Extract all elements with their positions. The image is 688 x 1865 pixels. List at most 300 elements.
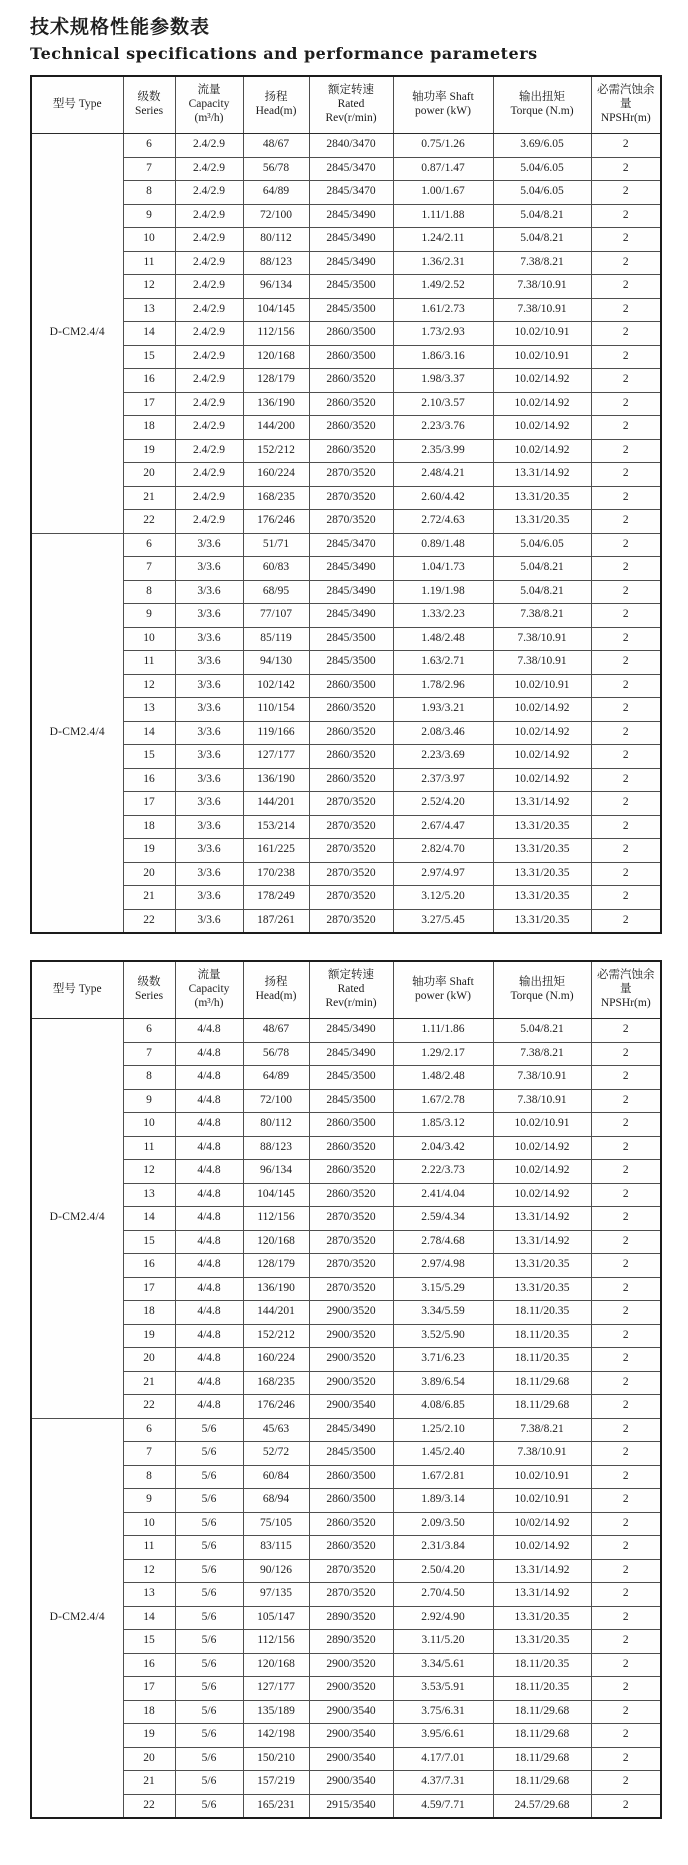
rev-cell: 2860/3520 xyxy=(309,416,393,440)
rev-cell: 2860/3500 xyxy=(309,1113,393,1137)
table-row xyxy=(31,298,661,322)
npshr-cell: 2 xyxy=(591,204,661,228)
torque-cell: 13.31/20.35 xyxy=(493,815,591,839)
npshr-cell: 2 xyxy=(591,298,661,322)
torque-cell: 18.11/29.68 xyxy=(493,1747,591,1771)
head-cell: 96/134 xyxy=(243,275,309,299)
head-cell: 90/126 xyxy=(243,1559,309,1583)
npshr-cell: 2 xyxy=(591,1254,661,1278)
torque-cell: 13.31/14.92 xyxy=(493,463,591,487)
power-cell: 2.72/4.63 xyxy=(393,510,493,534)
rev-cell: 2890/3520 xyxy=(309,1630,393,1654)
capacity-cell: 4/4.8 xyxy=(175,1324,243,1348)
capacity-cell: 4/4.8 xyxy=(175,1207,243,1231)
capacity-cell: 5/6 xyxy=(175,1442,243,1466)
series-cell: 20 xyxy=(123,463,175,487)
capacity-cell: 5/6 xyxy=(175,1794,243,1818)
capacity-cell: 4/4.8 xyxy=(175,1042,243,1066)
head-cell: 72/100 xyxy=(243,1089,309,1113)
series-cell: 16 xyxy=(123,1254,175,1278)
power-cell: 3.27/5.45 xyxy=(393,909,493,933)
table-row xyxy=(31,157,661,181)
torque-cell: 13.31/14.92 xyxy=(493,1583,591,1607)
npshr-cell: 2 xyxy=(591,1066,661,1090)
capacity-cell: 3/3.6 xyxy=(175,580,243,604)
head-cell: 112/156 xyxy=(243,1207,309,1231)
head-cell: 168/235 xyxy=(243,1371,309,1395)
npshr-cell: 2 xyxy=(591,1700,661,1724)
column-header-power: 轴功率 Shaft power (kW) xyxy=(393,961,493,1019)
rev-cell: 2900/3520 xyxy=(309,1324,393,1348)
npshr-cell: 2 xyxy=(591,392,661,416)
rev-cell: 2845/3500 xyxy=(309,627,393,651)
series-cell: 8 xyxy=(123,181,175,205)
series-cell: 6 xyxy=(123,1418,175,1442)
rev-cell: 2860/3520 xyxy=(309,1536,393,1560)
series-cell: 10 xyxy=(123,1512,175,1536)
series-cell: 15 xyxy=(123,1630,175,1654)
head-cell: 72/100 xyxy=(243,204,309,228)
npshr-cell: 2 xyxy=(591,345,661,369)
rev-cell: 2870/3520 xyxy=(309,510,393,534)
series-cell: 7 xyxy=(123,1042,175,1066)
table-row xyxy=(31,1489,661,1513)
capacity-cell: 2.4/2.9 xyxy=(175,204,243,228)
table-row xyxy=(31,1371,661,1395)
table-row xyxy=(31,1583,661,1607)
series-cell: 11 xyxy=(123,1536,175,1560)
torque-cell: 10.02/10.91 xyxy=(493,345,591,369)
power-cell: 3.52/5.90 xyxy=(393,1324,493,1348)
npshr-cell: 2 xyxy=(591,1536,661,1560)
capacity-cell: 3/3.6 xyxy=(175,792,243,816)
table-row xyxy=(31,1653,661,1677)
series-cell: 19 xyxy=(123,1724,175,1748)
power-cell: 1.19/1.98 xyxy=(393,580,493,604)
series-cell: 9 xyxy=(123,1489,175,1513)
torque-cell: 7.38/10.91 xyxy=(493,275,591,299)
series-cell: 22 xyxy=(123,510,175,534)
power-cell: 2.23/3.76 xyxy=(393,416,493,440)
capacity-cell: 2.4/2.9 xyxy=(175,251,243,275)
column-header-npshr: 必需汽蚀余 量 NPSHr(m) xyxy=(591,961,661,1019)
power-cell: 2.10/3.57 xyxy=(393,392,493,416)
torque-cell: 13.31/20.35 xyxy=(493,510,591,534)
capacity-cell: 3/3.6 xyxy=(175,768,243,792)
capacity-cell: 2.4/2.9 xyxy=(175,157,243,181)
rev-cell: 2900/3540 xyxy=(309,1771,393,1795)
head-cell: 176/246 xyxy=(243,510,309,534)
table-row xyxy=(31,698,661,722)
capacity-cell: 4/4.8 xyxy=(175,1371,243,1395)
table-row xyxy=(31,792,661,816)
torque-cell: 7.38/10.91 xyxy=(493,1442,591,1466)
npshr-cell: 2 xyxy=(591,1653,661,1677)
series-cell: 6 xyxy=(123,1019,175,1043)
rev-cell: 2845/3490 xyxy=(309,1019,393,1043)
rev-cell: 2845/3470 xyxy=(309,533,393,557)
head-cell: 110/154 xyxy=(243,698,309,722)
table-row xyxy=(31,463,661,487)
rev-cell: 2845/3470 xyxy=(309,181,393,205)
series-cell: 11 xyxy=(123,651,175,675)
capacity-cell: 4/4.8 xyxy=(175,1183,243,1207)
series-cell: 7 xyxy=(123,557,175,581)
capacity-cell: 5/6 xyxy=(175,1700,243,1724)
capacity-cell: 3/3.6 xyxy=(175,651,243,675)
table-row xyxy=(31,1042,661,1066)
series-cell: 18 xyxy=(123,815,175,839)
head-cell: 119/166 xyxy=(243,721,309,745)
rev-cell: 2870/3520 xyxy=(309,1559,393,1583)
head-cell: 144/201 xyxy=(243,1301,309,1325)
npshr-cell: 2 xyxy=(591,1489,661,1513)
npshr-cell: 2 xyxy=(591,463,661,487)
capacity-cell: 2.4/2.9 xyxy=(175,181,243,205)
series-cell: 9 xyxy=(123,604,175,628)
torque-cell: 13.31/20.35 xyxy=(493,1606,591,1630)
table-row xyxy=(31,839,661,863)
series-cell: 7 xyxy=(123,157,175,181)
npshr-cell: 2 xyxy=(591,580,661,604)
capacity-cell: 5/6 xyxy=(175,1418,243,1442)
torque-cell: 5.04/6.05 xyxy=(493,181,591,205)
table-row xyxy=(31,1794,661,1818)
head-cell: 152/212 xyxy=(243,1324,309,1348)
npshr-cell: 2 xyxy=(591,1160,661,1184)
table-row xyxy=(31,1418,661,1442)
npshr-cell: 2 xyxy=(591,1230,661,1254)
power-cell: 1.24/2.11 xyxy=(393,228,493,252)
table-row xyxy=(31,204,661,228)
npshr-cell: 2 xyxy=(591,792,661,816)
column-header-npshr: 必需汽蚀余 量 NPSHr(m) xyxy=(591,76,661,134)
head-cell: 153/214 xyxy=(243,815,309,839)
series-cell: 10 xyxy=(123,228,175,252)
torque-cell: 13.31/20.35 xyxy=(493,1630,591,1654)
head-cell: 170/238 xyxy=(243,862,309,886)
column-header-capacity: 流量 Capacity (m³/h) xyxy=(175,961,243,1019)
series-cell: 9 xyxy=(123,204,175,228)
torque-cell: 7.38/8.21 xyxy=(493,604,591,628)
head-cell: 176/246 xyxy=(243,1395,309,1419)
npshr-cell: 2 xyxy=(591,1395,661,1419)
rev-cell: 2870/3520 xyxy=(309,862,393,886)
series-cell: 15 xyxy=(123,745,175,769)
table-row xyxy=(31,1747,661,1771)
capacity-cell: 4/4.8 xyxy=(175,1160,243,1184)
series-cell: 17 xyxy=(123,1277,175,1301)
rev-cell: 2900/3520 xyxy=(309,1677,393,1701)
capacity-cell: 4/4.8 xyxy=(175,1254,243,1278)
series-cell: 19 xyxy=(123,1324,175,1348)
npshr-cell: 2 xyxy=(591,533,661,557)
capacity-cell: 2.4/2.9 xyxy=(175,298,243,322)
capacity-cell: 5/6 xyxy=(175,1489,243,1513)
power-cell: 3.11/5.20 xyxy=(393,1630,493,1654)
table-row xyxy=(31,1160,661,1184)
power-cell: 4.08/6.85 xyxy=(393,1395,493,1419)
rev-cell: 2900/3540 xyxy=(309,1724,393,1748)
head-cell: 68/95 xyxy=(243,580,309,604)
torque-cell: 18.11/20.35 xyxy=(493,1324,591,1348)
capacity-cell: 5/6 xyxy=(175,1747,243,1771)
series-cell: 18 xyxy=(123,1700,175,1724)
table-row xyxy=(31,1207,661,1231)
rev-cell: 2870/3520 xyxy=(309,1254,393,1278)
torque-cell: 18.11/29.68 xyxy=(493,1700,591,1724)
table-row xyxy=(31,275,661,299)
torque-cell: 10.02/14.92 xyxy=(493,698,591,722)
npshr-cell: 2 xyxy=(591,721,661,745)
table-row xyxy=(31,627,661,651)
head-cell: 178/249 xyxy=(243,886,309,910)
head-cell: 150/210 xyxy=(243,1747,309,1771)
table-row xyxy=(31,392,661,416)
rev-cell: 2870/3520 xyxy=(309,486,393,510)
npshr-cell: 2 xyxy=(591,1747,661,1771)
power-cell: 1.98/3.37 xyxy=(393,369,493,393)
npshr-cell: 2 xyxy=(591,1089,661,1113)
series-cell: 8 xyxy=(123,580,175,604)
capacity-cell: 3/3.6 xyxy=(175,627,243,651)
capacity-cell: 4/4.8 xyxy=(175,1230,243,1254)
torque-cell: 7.38/8.21 xyxy=(493,1042,591,1066)
rev-cell: 2900/3540 xyxy=(309,1700,393,1724)
table-row xyxy=(31,510,661,534)
npshr-cell: 2 xyxy=(591,886,661,910)
capacity-cell: 2.4/2.9 xyxy=(175,345,243,369)
torque-cell: 10.02/14.92 xyxy=(493,1536,591,1560)
series-cell: 7 xyxy=(123,1442,175,1466)
power-cell: 1.33/2.23 xyxy=(393,604,493,628)
capacity-cell: 2.4/2.9 xyxy=(175,463,243,487)
series-cell: 14 xyxy=(123,1207,175,1231)
torque-cell: 7.38/8.21 xyxy=(493,251,591,275)
table-row xyxy=(31,1559,661,1583)
table-row xyxy=(31,322,661,346)
head-cell: 56/78 xyxy=(243,1042,309,1066)
capacity-cell: 5/6 xyxy=(175,1536,243,1560)
head-cell: 60/84 xyxy=(243,1465,309,1489)
npshr-cell: 2 xyxy=(591,1442,661,1466)
head-cell: 157/219 xyxy=(243,1771,309,1795)
rev-cell: 2870/3520 xyxy=(309,1277,393,1301)
rev-cell: 2860/3500 xyxy=(309,345,393,369)
capacity-cell: 2.4/2.9 xyxy=(175,510,243,534)
torque-cell: 5.04/8.21 xyxy=(493,1019,591,1043)
power-cell: 3.53/5.91 xyxy=(393,1677,493,1701)
power-cell: 2.22/3.73 xyxy=(393,1160,493,1184)
capacity-cell: 5/6 xyxy=(175,1559,243,1583)
rev-cell: 2845/3490 xyxy=(309,204,393,228)
rev-cell: 2845/3490 xyxy=(309,580,393,604)
table-row xyxy=(31,369,661,393)
capacity-cell: 5/6 xyxy=(175,1465,243,1489)
power-cell: 1.29/2.17 xyxy=(393,1042,493,1066)
npshr-cell: 2 xyxy=(591,1418,661,1442)
head-cell: 112/156 xyxy=(243,322,309,346)
head-cell: 104/145 xyxy=(243,298,309,322)
torque-cell: 10.02/10.91 xyxy=(493,674,591,698)
column-header-type: 型号 Type xyxy=(31,961,123,1019)
capacity-cell: 5/6 xyxy=(175,1630,243,1654)
power-cell: 1.93/3.21 xyxy=(393,698,493,722)
capacity-cell: 3/3.6 xyxy=(175,533,243,557)
capacity-cell: 3/3.6 xyxy=(175,815,243,839)
power-cell: 1.04/1.73 xyxy=(393,557,493,581)
npshr-cell: 2 xyxy=(591,1324,661,1348)
series-cell: 11 xyxy=(123,1136,175,1160)
npshr-cell: 2 xyxy=(591,1794,661,1818)
rev-cell: 2860/3520 xyxy=(309,745,393,769)
rev-cell: 2845/3490 xyxy=(309,604,393,628)
npshr-cell: 2 xyxy=(591,745,661,769)
series-cell: 17 xyxy=(123,792,175,816)
table-row xyxy=(31,1019,661,1043)
head-cell: 56/78 xyxy=(243,157,309,181)
power-cell: 1.85/3.12 xyxy=(393,1113,493,1137)
torque-cell: 5.04/6.05 xyxy=(493,157,591,181)
power-cell: 1.45/2.40 xyxy=(393,1442,493,1466)
series-cell: 20 xyxy=(123,862,175,886)
npshr-cell: 2 xyxy=(591,815,661,839)
head-cell: 161/225 xyxy=(243,839,309,863)
power-cell: 2.97/4.98 xyxy=(393,1254,493,1278)
power-cell: 2.78/4.68 xyxy=(393,1230,493,1254)
capacity-cell: 2.4/2.9 xyxy=(175,416,243,440)
torque-cell: 13.31/14.92 xyxy=(493,1559,591,1583)
series-cell: 18 xyxy=(123,416,175,440)
capacity-cell: 5/6 xyxy=(175,1512,243,1536)
npshr-cell: 2 xyxy=(591,1277,661,1301)
torque-cell: 10.02/14.92 xyxy=(493,1160,591,1184)
power-cell: 2.60/4.42 xyxy=(393,486,493,510)
head-cell: 160/224 xyxy=(243,1348,309,1372)
rev-cell: 2860/3500 xyxy=(309,674,393,698)
capacity-cell: 3/3.6 xyxy=(175,745,243,769)
table-row xyxy=(31,416,661,440)
torque-cell: 5.04/8.21 xyxy=(493,557,591,581)
power-cell: 1.00/1.67 xyxy=(393,181,493,205)
rev-cell: 2860/3520 xyxy=(309,439,393,463)
column-header-torque: 输出扭矩 Torque (N.m) xyxy=(493,76,591,134)
column-header-head: 扬程 Head(m) xyxy=(243,961,309,1019)
torque-cell: 13.31/14.92 xyxy=(493,1207,591,1231)
power-cell: 1.61/2.73 xyxy=(393,298,493,322)
head-cell: 120/168 xyxy=(243,345,309,369)
rev-cell: 2900/3520 xyxy=(309,1301,393,1325)
power-cell: 2.48/4.21 xyxy=(393,463,493,487)
npshr-cell: 2 xyxy=(591,251,661,275)
table-row xyxy=(31,580,661,604)
npshr-cell: 2 xyxy=(591,1771,661,1795)
head-cell: 127/177 xyxy=(243,745,309,769)
torque-cell: 18.11/29.68 xyxy=(493,1771,591,1795)
npshr-cell: 2 xyxy=(591,1630,661,1654)
page-title-chinese: 技术规格性能参数表 xyxy=(30,16,211,38)
table-row xyxy=(31,228,661,252)
rev-cell: 2860/3520 xyxy=(309,1512,393,1536)
series-cell: 11 xyxy=(123,251,175,275)
series-cell: 22 xyxy=(123,1395,175,1419)
table-row xyxy=(31,1089,661,1113)
npshr-cell: 2 xyxy=(591,439,661,463)
torque-cell: 18.11/20.35 xyxy=(493,1348,591,1372)
head-cell: 160/224 xyxy=(243,463,309,487)
npshr-cell: 2 xyxy=(591,1113,661,1137)
power-cell: 2.23/3.69 xyxy=(393,745,493,769)
series-cell: 21 xyxy=(123,1771,175,1795)
capacity-cell: 5/6 xyxy=(175,1653,243,1677)
header-row xyxy=(31,961,661,1019)
power-cell: 1.78/2.96 xyxy=(393,674,493,698)
capacity-cell: 4/4.8 xyxy=(175,1019,243,1043)
table-row xyxy=(31,1230,661,1254)
column-header-rev: 额定转速 Rated Rev(r/min) xyxy=(309,76,393,134)
rev-cell: 2900/3520 xyxy=(309,1653,393,1677)
torque-cell: 10.02/14.92 xyxy=(493,369,591,393)
power-cell: 3.12/5.20 xyxy=(393,886,493,910)
rev-cell: 2900/3540 xyxy=(309,1395,393,1419)
torque-cell: 10.02/14.92 xyxy=(493,1136,591,1160)
npshr-cell: 2 xyxy=(591,1724,661,1748)
capacity-cell: 3/3.6 xyxy=(175,862,243,886)
npshr-cell: 2 xyxy=(591,1207,661,1231)
head-cell: 60/83 xyxy=(243,557,309,581)
torque-cell: 18.11/20.35 xyxy=(493,1301,591,1325)
torque-cell: 10.02/14.92 xyxy=(493,1183,591,1207)
capacity-cell: 4/4.8 xyxy=(175,1136,243,1160)
torque-cell: 5.04/8.21 xyxy=(493,204,591,228)
table-row xyxy=(31,439,661,463)
head-cell: 94/130 xyxy=(243,651,309,675)
head-cell: 165/231 xyxy=(243,1794,309,1818)
power-cell: 3.75/6.31 xyxy=(393,1700,493,1724)
rev-cell: 2900/3520 xyxy=(309,1348,393,1372)
series-cell: 20 xyxy=(123,1747,175,1771)
table-row xyxy=(31,745,661,769)
npshr-cell: 2 xyxy=(591,1019,661,1043)
head-cell: 168/235 xyxy=(243,486,309,510)
power-cell: 1.63/2.71 xyxy=(393,651,493,675)
torque-cell: 18.11/20.35 xyxy=(493,1653,591,1677)
torque-cell: 18.11/29.68 xyxy=(493,1371,591,1395)
series-cell: 6 xyxy=(123,134,175,158)
table-row xyxy=(31,1136,661,1160)
npshr-cell: 2 xyxy=(591,674,661,698)
head-cell: 128/179 xyxy=(243,1254,309,1278)
head-cell: 45/63 xyxy=(243,1418,309,1442)
head-cell: 80/112 xyxy=(243,228,309,252)
series-cell: 15 xyxy=(123,1230,175,1254)
head-cell: 120/168 xyxy=(243,1653,309,1677)
capacity-cell: 5/6 xyxy=(175,1583,243,1607)
power-cell: 2.59/4.34 xyxy=(393,1207,493,1231)
series-cell: 13 xyxy=(123,1583,175,1607)
head-cell: 64/89 xyxy=(243,1066,309,1090)
npshr-cell: 2 xyxy=(591,486,661,510)
power-cell: 1.11/1.86 xyxy=(393,1019,493,1043)
rev-cell: 2870/3520 xyxy=(309,839,393,863)
type-cell: D-CM2.4/4 xyxy=(31,533,123,933)
npshr-cell: 2 xyxy=(591,839,661,863)
table-row xyxy=(31,651,661,675)
torque-cell: 13.31/20.35 xyxy=(493,1277,591,1301)
power-cell: 1.48/2.48 xyxy=(393,1066,493,1090)
capacity-cell: 2.4/2.9 xyxy=(175,439,243,463)
head-cell: 48/67 xyxy=(243,134,309,158)
